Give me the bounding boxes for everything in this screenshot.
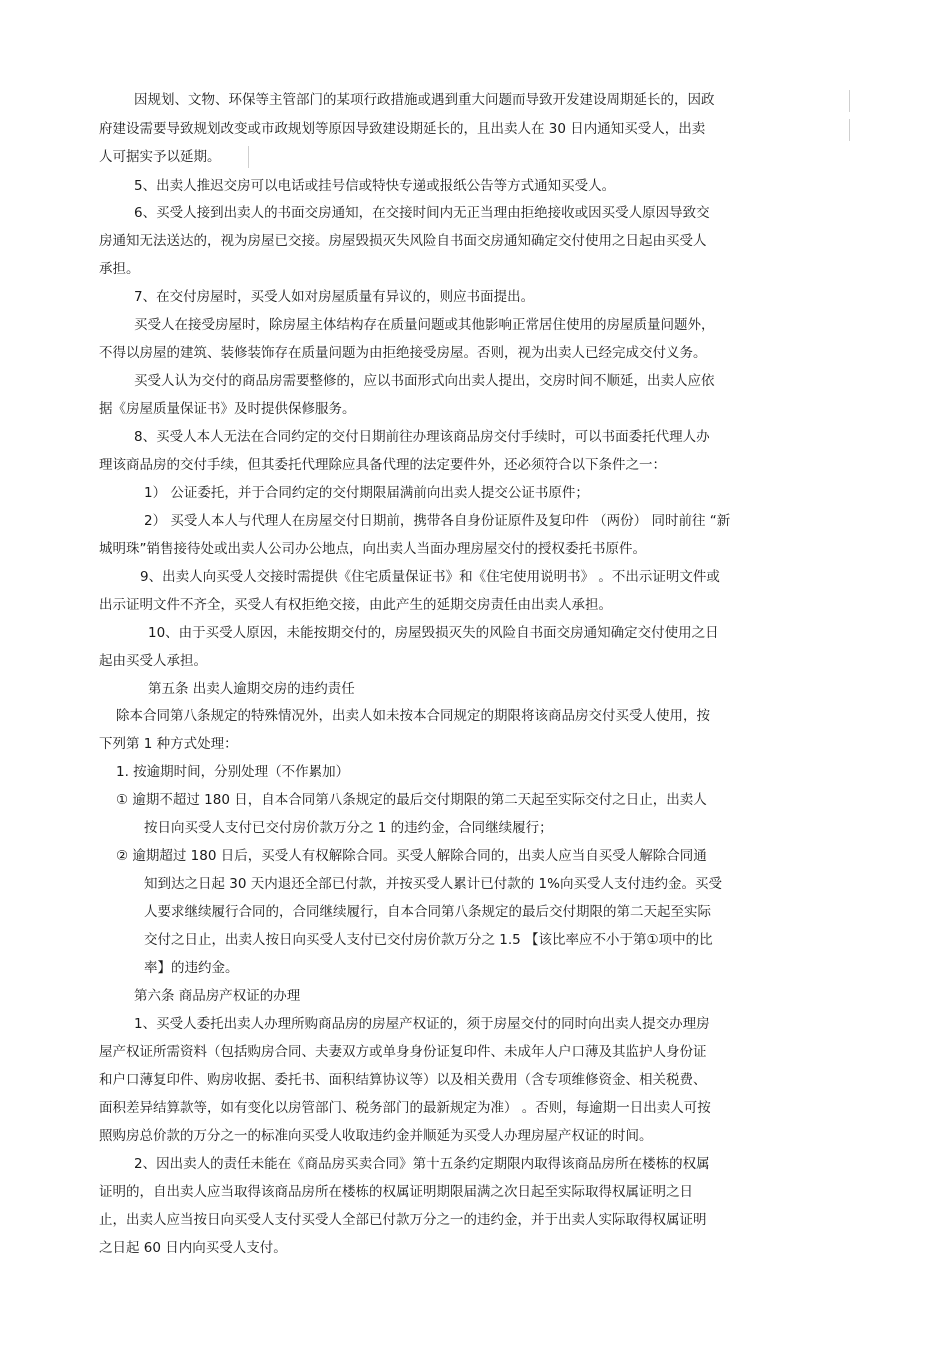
divider	[248, 146, 249, 168]
text-line: 下列第 1 种方式处理：	[99, 736, 238, 752]
text-line: 城明珠”销售接待处或出卖人公司办公地点，向出卖人当面办理房屋交付的授权委托书原件。	[99, 541, 646, 557]
text-line: 房通知无法送达的，视为房屋已交接。房屋毁损灭失风险自书面交房通知确定交付使用之日起由买受人	[99, 233, 707, 249]
text-line: 之日起 60 日内向买受人支付。	[99, 1240, 287, 1256]
text-line: 理该商品房的交付手续，但其委托代理除应具备代理的法定要件外，还必须符合以下条件之一：	[99, 457, 666, 473]
text-line: 证明的，自出卖人应当取得该商品房所在楼栋的权属证明期限届满之次日起至实际取得权属证明之日	[99, 1184, 693, 1200]
text-line: 知到达之日起 30 天内退还全部已付款，并按买受人累计已付款的 1%向买受人支付违约金。买受	[144, 876, 722, 892]
text-line: 1） 公证委托，并于合同约定的交付期限届满前向出卖人提交公证书原件；	[144, 485, 589, 501]
text-line: 买受人认为交付的商品房需要整修的，应以书面形式向出卖人提出，交房时间不顺延，出卖人应依	[134, 373, 715, 389]
text-line: 不得以房屋的建筑、装修装饰存在质量问题为由拒绝接受房屋。否则，视为出卖人已经完成交付义务。	[99, 345, 707, 361]
text-line: 屋产权证所需资料（包括购房合同、夫妻双方或单身身份证复印件、未成年人户口薄及其监护人身份证	[99, 1044, 707, 1060]
divider	[849, 90, 850, 112]
text-line: 率】的违约金。	[144, 960, 239, 976]
text-line: 2、因出卖人的责任未能在《商品房买卖合同》第十五条约定期限内取得该商品房所在楼栋的权属	[134, 1156, 710, 1172]
text-line: 府建设需要导致规划改变或市政规划等原因导致建设期延长的，且出卖人在 30 日内通知买受人，出卖	[99, 121, 706, 137]
text-line: 1. 按逾期时间，分别处理（不作累加）	[116, 764, 350, 780]
text-line: 面积差异结算款等，如有变化以房管部门、税务部门的最新规定为准） 。否则，每逾期一日出卖人可按	[99, 1100, 711, 1116]
text-line: 人要求继续履行合同的，合同继续履行，自本合同第八条规定的最后交付期限的第二天起至实际	[144, 904, 711, 920]
text-line: ② 逾期超过 180 日后，买受人有权解除合同。买受人解除合同的，出卖人应当自买受人解除合同通	[116, 848, 707, 864]
text-line: 止，出卖人应当按日向买受人支付买受人全部已付款万分之一的违约金，并于出卖人实际取得权属证明	[99, 1212, 707, 1228]
text-line: 除本合同第八条规定的特殊情况外，出卖人如未按本合同规定的期限将该商品房交付买受人使用，按	[116, 708, 710, 724]
text-line: 起由买受人承担。	[99, 653, 207, 669]
text-line: 5、出卖人推迟交房可以电话或挂号信或特快专递或报纸公告等方式通知买受人。	[134, 178, 616, 194]
text-line: 8、买受人本人无法在合同约定的交付日期前往办理该商品房交付手续时，可以书面委托代理人办	[134, 429, 710, 445]
text-line: ① 逾期不超过 180 日，自本合同第八条规定的最后交付期限的第二天起至实际交付之日止，出卖人	[116, 792, 707, 808]
text-line: 照购房总价款的万分之一的标准向买受人收取违约金并顺延为买受人办理房屋产权证的时间。	[99, 1128, 653, 1144]
text-line: 人可据实予以延期。	[99, 149, 221, 165]
text-line: 承担。	[99, 261, 140, 277]
text-line: 10、由于买受人原因，未能按期交付的，房屋毁损灭失的风险自书面交房通知确定交付使用之日	[148, 625, 719, 641]
text-line: 2） 买受人本人与代理人在房屋交付日期前，携带各自身份证原件及复印件 （两份） 同时前往 “新	[144, 513, 731, 529]
text-line: 交付之日止，出卖人按日向买受人支付已交付房价款万分之 1.5 【该比率应不小于第①项中的比	[144, 932, 713, 948]
text-line: 7、在交付房屋时，买受人如对房屋质量有异议的，则应书面提出。	[134, 289, 535, 305]
text-line: 买受人在接受房屋时，除房屋主体结构存在质量问题或其他影响正常居住使用的房屋质量问题外，	[134, 317, 715, 333]
divider	[849, 119, 850, 141]
text-line: 据《房屋质量保证书》及时提供保修服务。	[99, 401, 356, 417]
section-heading: 第五条 出卖人逾期交房的违约责任	[148, 681, 355, 697]
text-line: 9、出卖人向买受人交接时需提供《住宅质量保证书》和《住宅使用说明书》 。不出示证明文件或	[140, 569, 720, 585]
text-line: 出示证明文件不齐全，买受人有权拒绝交接，由此产生的延期交房责任由出卖人承担。	[99, 597, 612, 613]
text-line: 1、买受人委托出卖人办理所购商品房的房屋产权证的，须于房屋交付的同时向出卖人提交办理房	[134, 1016, 710, 1032]
text-line: 6、买受人接到出卖人的书面交房通知，在交接时间内无正当理由拒绝接收或因买受人原因导致交	[134, 205, 710, 221]
text-line: 因规划、文物、环保等主管部门的某项行政措施或遇到重大问题而导致开发建设周期延长的，因政	[134, 92, 715, 108]
text-line: 和户口薄复印件、购房收据、委托书、面积结算协议等）以及相关费用（含专项维修资金、相关税费、	[99, 1072, 707, 1088]
section-heading: 第六条 商品房产权证的办理	[134, 988, 301, 1004]
text-line: 按日向买受人支付已交付房价款万分之 1 的违约金，合同继续履行；	[144, 820, 553, 836]
